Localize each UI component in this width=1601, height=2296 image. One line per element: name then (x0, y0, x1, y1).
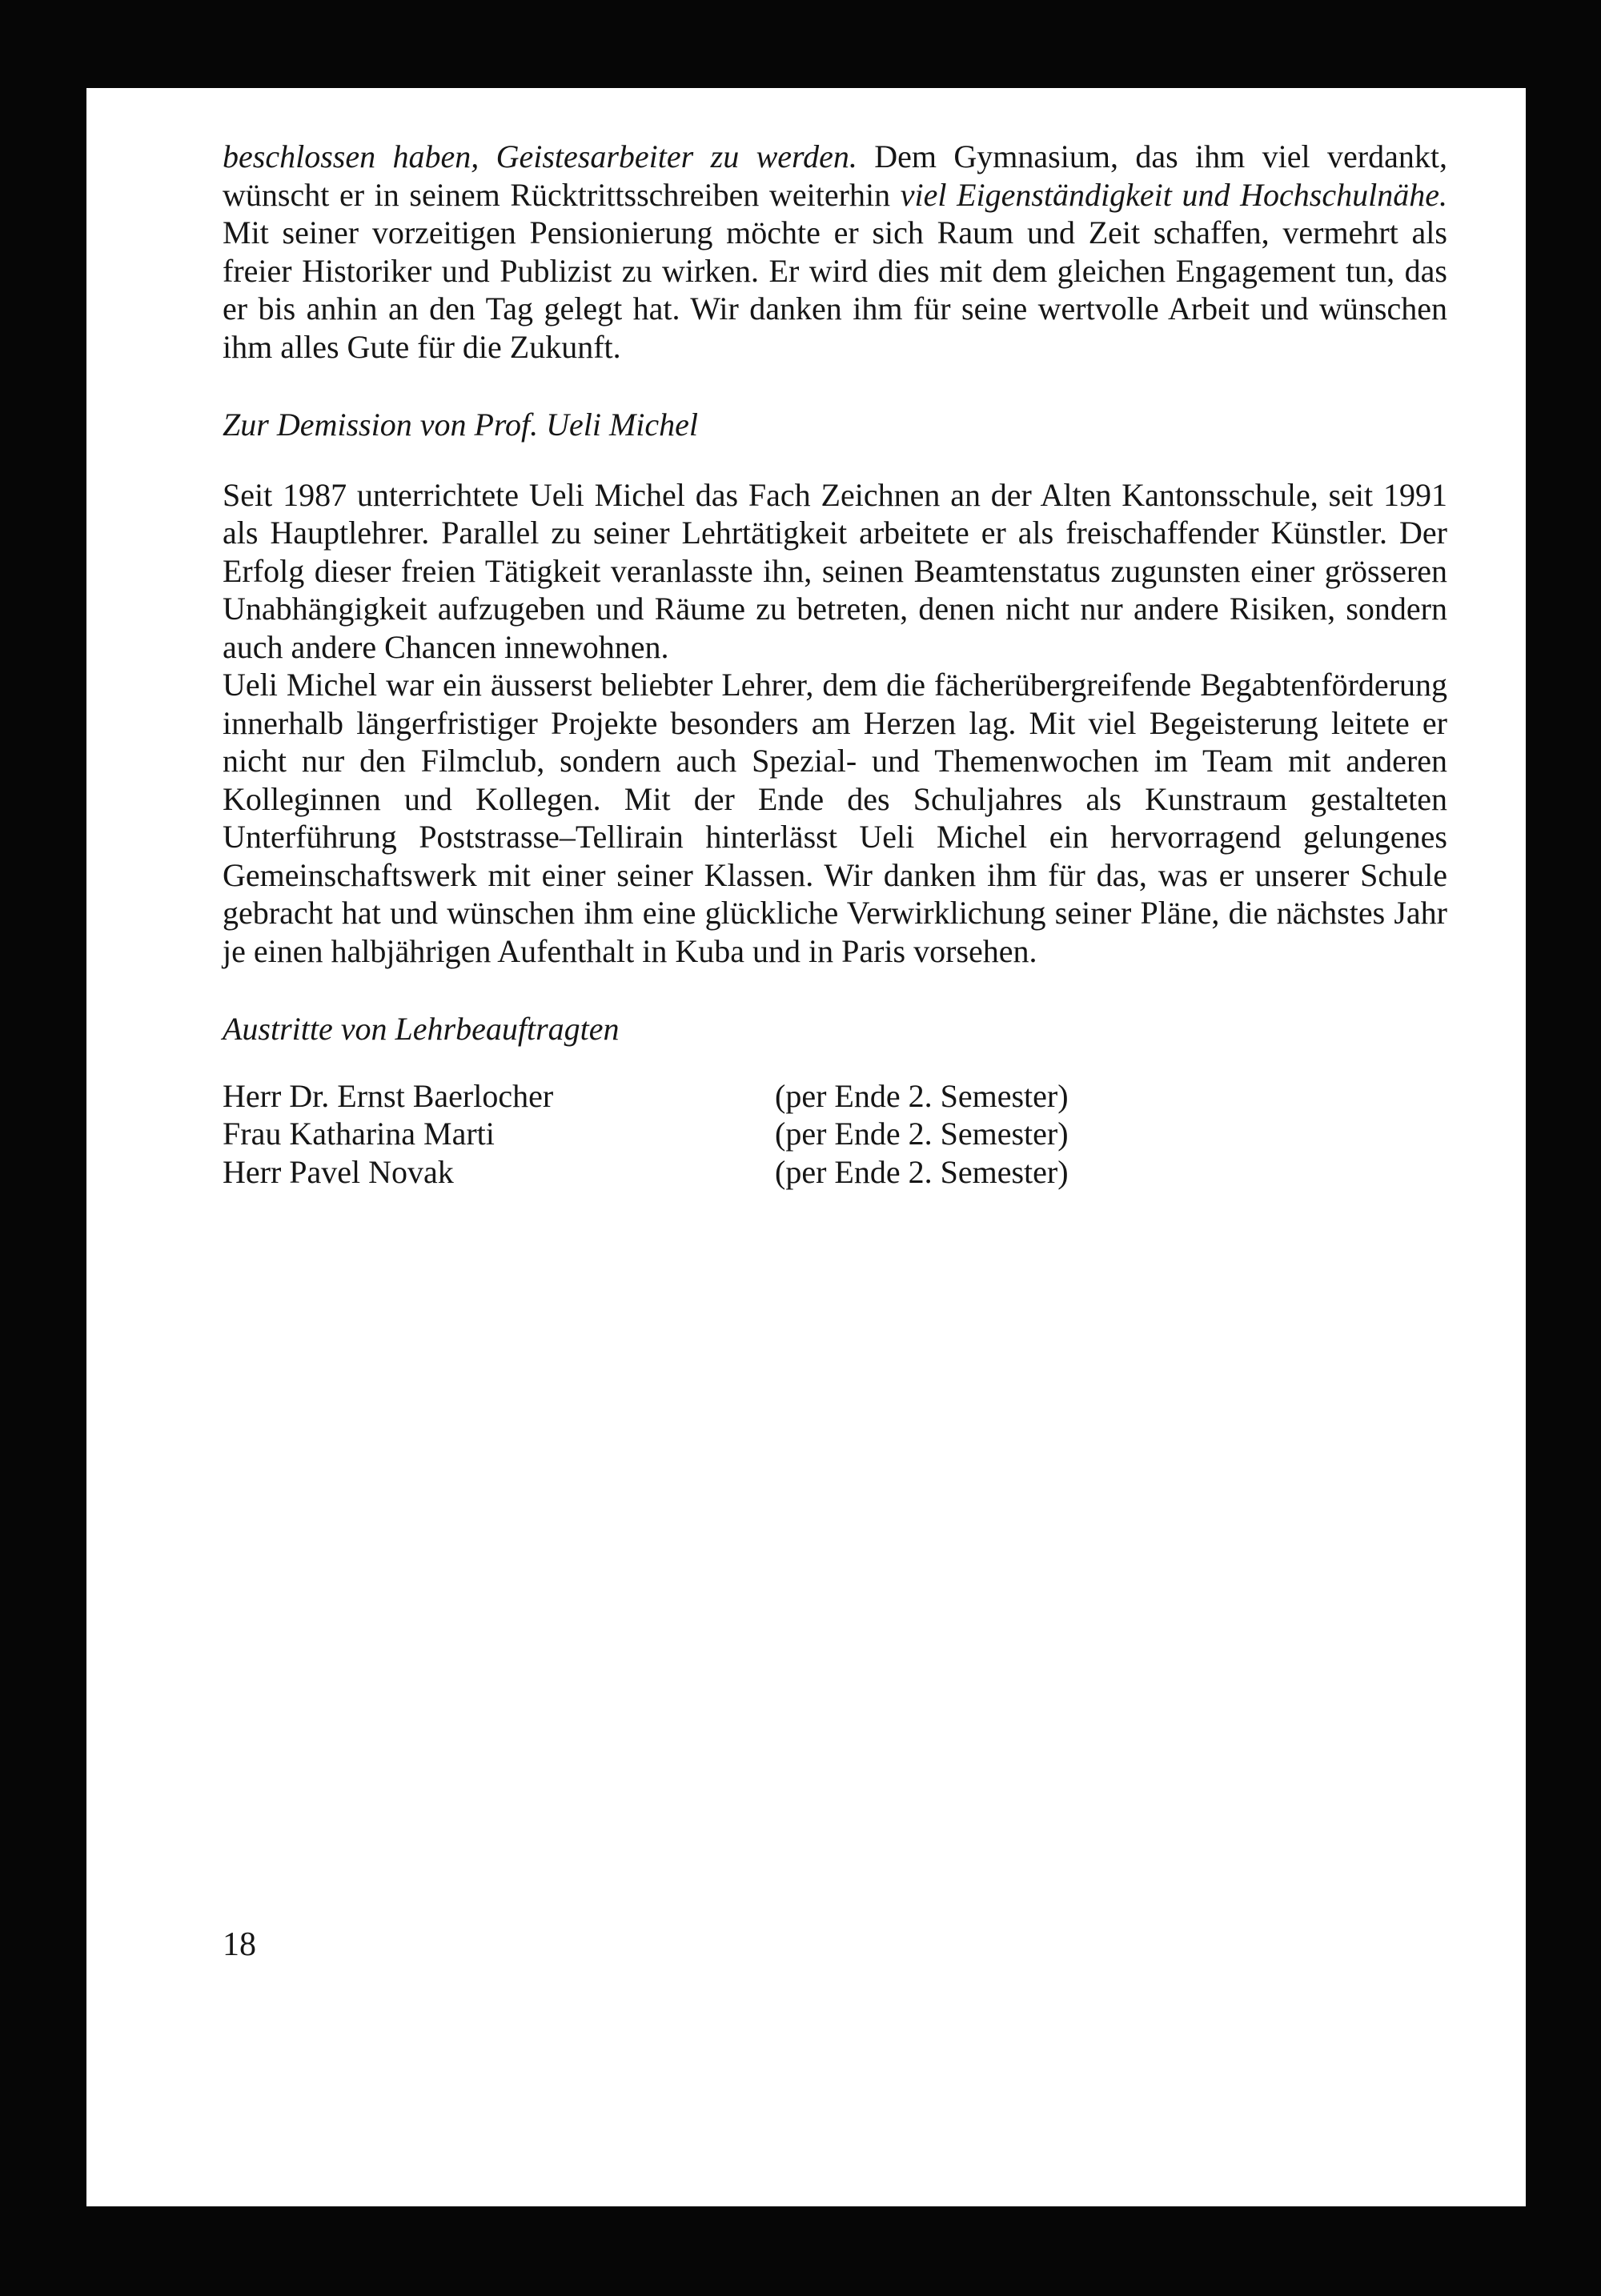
demission-paragraph-1: Seit 1987 unterrichtete Ueli Michel das Fach Zeichnen an der Alten Kantonsschule, seit 1991 als Hauptlehrer. Parallel zu seiner Lehrtätigkeit arbeitete er als freischaffender Künstler. Der Erfolg dieser freien Tätigkeit veranlasste ihn, seinen Beamtenstatus zugunsten einer grösseren Unabhängigkeit aufzugeben und Räume zu betreten, denen nicht nur andere Risiken, sondern auch andere Chancen innewohnen. (223, 476, 1447, 665)
intro-text-4: Mit seiner vorzeitigen Pensionierung möchte er sich Raum und Zeit schaffen, vermehrt als freier Historiker und Publizist zu wirken. Er wird dies mit dem gleichen Engagement tun, das er bis anhin an den Tag gelegt hat. Wir danken ihm für seine wertvolle Arbeit und wünschen ihm alles Gute für die Zukunft. (223, 214, 1447, 365)
list-item (223, 1153, 1447, 1192)
list-item-name: Herr Pavel Novak (223, 1153, 454, 1190)
text-column (223, 138, 1447, 1191)
list-item-note: (per Ende 2. Semester) (775, 1116, 1069, 1152)
section-heading-austritte: Austritte von Lehrbeauftragten (223, 1011, 620, 1047)
scan-border-right (1526, 0, 1601, 2296)
intro-italic-1: beschlossen haben, Geistesarbeiter zu werden. (223, 138, 857, 174)
intro-italic-3: viel Eigenständigkeit und Hochschulnähe. (900, 176, 1447, 213)
list-item-note: (per Ende 2. Semester) (775, 1153, 1069, 1190)
demission-paragraph-2: Ueli Michel war ein äusserst beliebter Lehrer, dem die fächerübergreifende Begabtenförderung innerhalb längerfristiger Projekte besonders am Herzen lag. Mit viel Begeisterung leitete er nicht nur den Filmclub, sondern auch Spezial- und Themenwochen im Team mit anderen Kolleginnen und Kollegen. Mit der Ende des Schuljahres als Kunstraum gestalteten Unterführung Poststrasse–Tellirain hinterlässt Ueli Michel ein hervorragend gelungenes Gemeinschaftswerk mit einer seiner Klassen. Wir danken ihm für das, was er unserer Schule gebracht hat und wünschen ihm eine glückliche Verwirklichung seiner Pläne, die nächstes Jahr je einen halbjährigen Aufenthalt in Kuba und in Paris vorsehen. (223, 667, 1447, 969)
section-heading-demission: Zur Demission von Prof. Ueli Michel (223, 407, 699, 443)
scan-border-top (0, 0, 1601, 88)
intro-paragraph (223, 138, 1447, 366)
list-item-name: Herr Dr. Ernst Baerlocher (223, 1077, 554, 1114)
list-item (223, 1077, 1447, 1116)
list-item-name: Frau Katharina Marti (223, 1116, 495, 1152)
austritte-list (223, 1077, 1447, 1192)
intro-text-2: Dem Gymnasium, das ihm viel verdankt, wünscht er in seinem Rücktrittsschreiben weiterhin (223, 138, 1447, 213)
list-item (223, 1115, 1447, 1153)
page-number: 18 (223, 1926, 256, 1963)
scan-border-left (0, 0, 86, 2296)
list-item-note: (per Ende 2. Semester) (775, 1077, 1069, 1114)
scan-border-bottom (0, 2206, 1601, 2296)
